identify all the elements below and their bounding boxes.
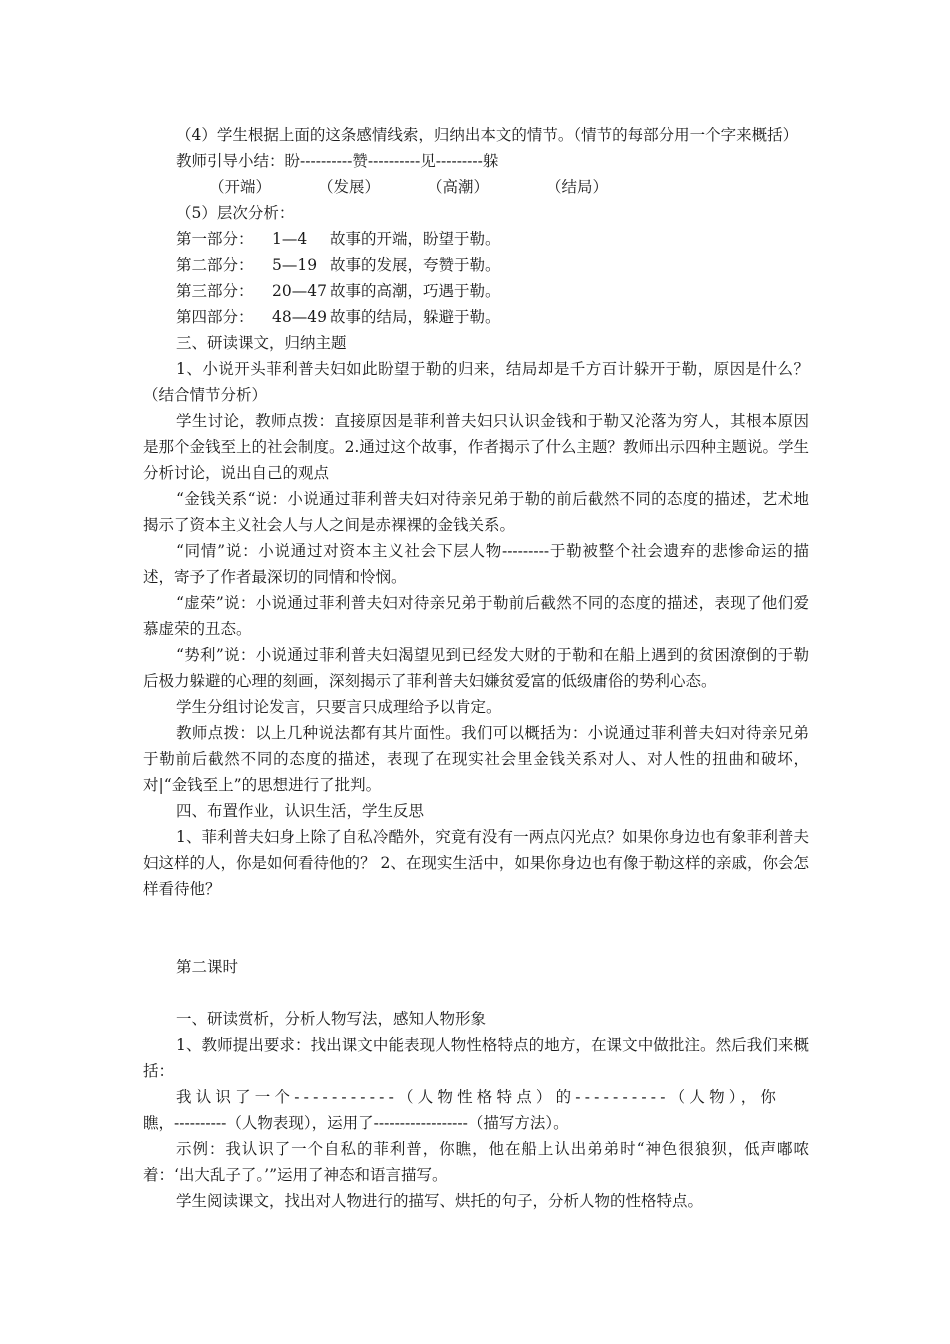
part-range: 20—47 [272, 282, 327, 300]
part-range: 48—49 [272, 308, 327, 326]
section-heading-character: 一、研读赏析，分析人物写法，感知人物形象 [176, 1010, 487, 1028]
reading-task: 学生阅读课文，找出对人物进行的描写、烘托的句子，分析人物的性格特点。 [176, 1192, 704, 1210]
part-label: 第三部分： [176, 282, 254, 300]
part-label: 第二部分： [176, 256, 254, 274]
theme-money: “金钱关系“说：小说通过菲利普夫妇对待亲兄弟于勒的前后截然不同的态度的描述，艺术地揭示了资本主义社会人与人之间是赤裸裸的金钱关系。 [143, 490, 809, 534]
part-range: 5—19 [272, 256, 318, 274]
section-heading-homework: 四、布置作业，认识生活，学生反思 [176, 802, 425, 820]
stage-ending: （结局） [546, 178, 609, 196]
theme-snobbery: “势利”说：小说通过菲利普夫妇渴望见到已经发大财的于勒和在船上遇到的贫困潦倒的于勒后极力躲避的心理的刻画，深刻揭示了菲利普夫妇嫌贫爱富的低级庸俗的势利心态。 [143, 646, 809, 690]
spacer [143, 902, 809, 954]
theme-sympathy: “同情”说：小说通过对资本主义社会下层人物---------于勒被整个社会遗弃的悲惨命运的描述，寄予了作者最深切的同情和怜悯。 [143, 542, 809, 586]
part-desc: 故事的高潮，巧遇于勒。 [330, 282, 501, 300]
teacher-requirement: 1、教师提出要求：找出课文中能表现人物性格特点的地方，在课文中做批注。然后我们来概括： [143, 1036, 809, 1080]
stage-development: （发展） [318, 178, 381, 196]
homework-text: 1、菲利普夫妇身上除了自私冷酷外，究竟有没有一两点闪光点？如果你身边也有象菲利普夫妇这样的人，你是如何看待他的？ 2、在现实生活中，如果你身边也有像于勒这样的亲戚，你会怎样看待他？ [143, 828, 809, 898]
parts-list [143, 226, 809, 330]
part-label: 第四部分： [176, 308, 254, 326]
part-row [176, 252, 809, 278]
document-body [143, 122, 809, 1214]
stage-climax: （高潮） [427, 178, 490, 196]
discussion-paragraph: 学生讨论，教师点拨：直接原因是菲利普夫妇只认识金钱和于勒又沦落为穷人，其根本原因是那个金钱至上的社会制度。2.通过这个故事，作者揭示了什么主题？教师出示四种主题说。学生分析讨论，说出自己的观点 [143, 412, 809, 482]
part-desc: 故事的开端，盼望于勒。 [330, 230, 501, 248]
part-desc: 故事的发展，夸赞于勒。 [330, 256, 501, 274]
part-range: 1—4 [272, 230, 308, 248]
part-desc: 故事的结局，躲避于勒。 [330, 308, 501, 326]
stage-opening: （开端） [209, 178, 272, 196]
lesson-2-title: 第二课时 [176, 958, 239, 976]
example-paragraph: 示例：我认识了一个自私的菲利普，你瞧，他在船上认出弟弟时“神色很狼狈，低声嘟哝着：‘出大乱子了。’”运用了神态和语言描写。 [143, 1140, 809, 1184]
layer-analysis-title: （5）层次分析： [176, 204, 295, 222]
fill-template-line-2: 瞧，----------（人物表现），运用了------------------（描写方法）。 [143, 1114, 569, 1132]
section-heading-theme: 三、研读课文，归纳主题 [176, 334, 347, 352]
group-discussion: 学生分组讨论发言，只要言只成理给予以肯定。 [176, 698, 502, 716]
part-row [176, 278, 809, 304]
spacer [143, 980, 809, 1006]
part-row [176, 304, 809, 330]
part-row [176, 226, 809, 252]
paragraph-plot-summary-task: （4）学生根据上面的这条感情线索，归纳出本文的情节。（情节的每部分用一个字来概括） [176, 126, 799, 144]
theme-vanity: “虚荣”说：小说通过菲利普夫妇对待亲兄弟于勒前后截然不同的态度的描述，表现了他们爱慕虚荣的丑态。 [143, 594, 809, 638]
plot-stages [143, 174, 809, 200]
plot-summary-line: 教师引导小结：盼----------赞----------见---------躲 [176, 152, 499, 170]
question-1: 1、小说开头菲利普夫妇如此盼望于勒的归来，结局却是千方百计躲开于勒，原因是什么？（结合情节分析） [143, 360, 809, 404]
part-label: 第一部分： [176, 230, 254, 248]
teacher-guidance: 教师点拨：以上几种说法都有其片面性。我们可以概括为：小说通过菲利普夫妇对待亲兄弟于勒前后截然不同的态度的描述，表现了在现实社会里金钱关系对人、对人性的扭曲和破坏，对|“金钱至上”的思想进行了批判。 [143, 724, 809, 794]
fill-template-line-1: 我认识了一个-----------（人物性格特点）的----------（人物），你 [176, 1088, 781, 1106]
